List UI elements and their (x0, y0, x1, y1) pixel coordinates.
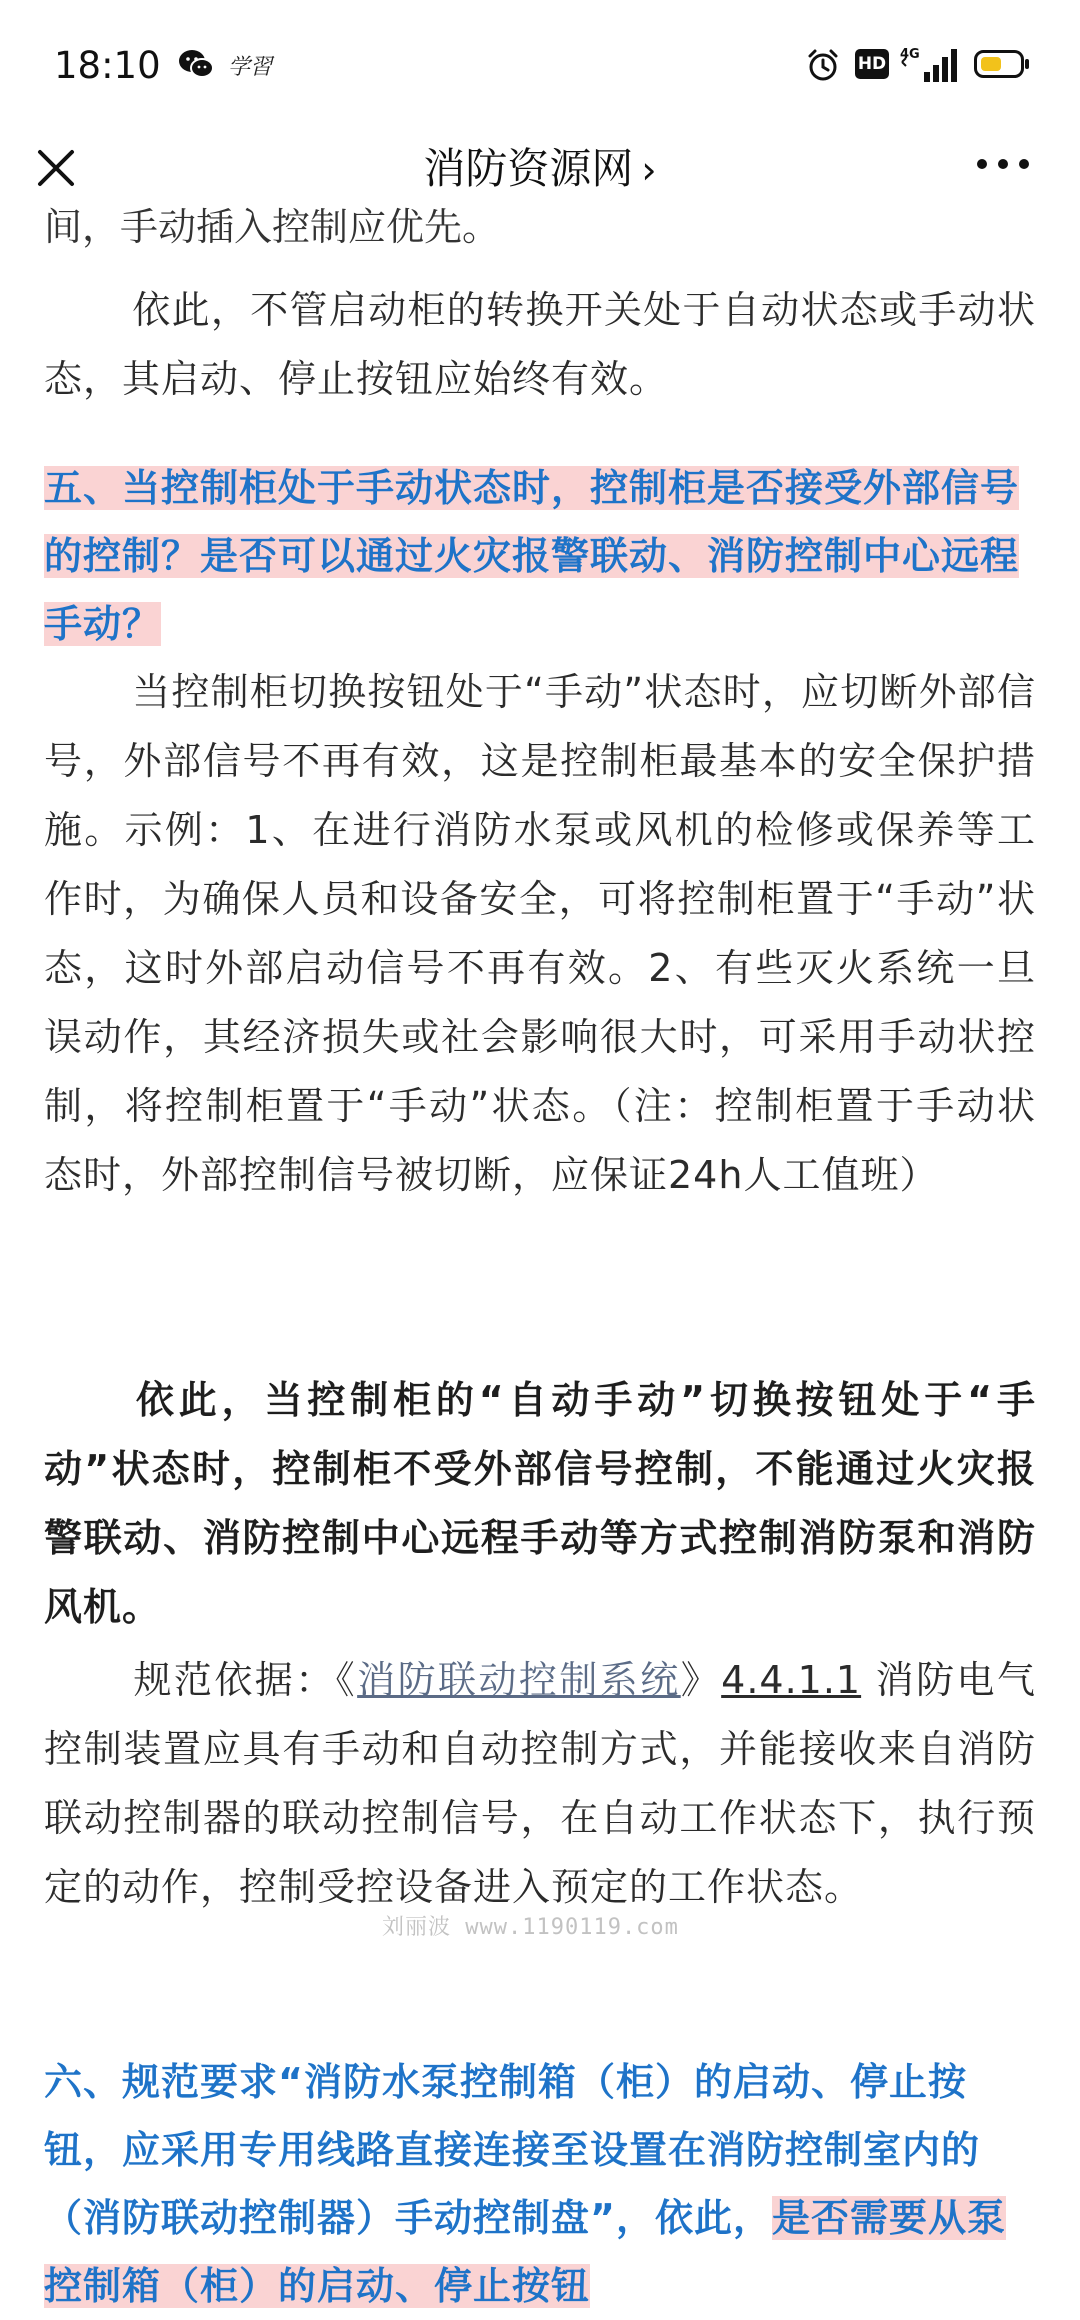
nav-title-area[interactable] (0, 136, 1080, 196)
watermark: 刘丽波 www.1190119.com (382, 1915, 679, 1940)
p4-prefix: 规范依据：《 (132, 1658, 358, 1702)
p4-mid: 》 (680, 1658, 722, 1702)
standard-link[interactable]: 消防联动控制系统 (357, 1658, 681, 1702)
p4-rest: 消防电气控制装置应具有手动和自动控制方式，并能接收来自消防联动控制器的联动控制信号，在自动工作状态下，执行预定的动作，控制受控设备进入预定的工作状态。 (44, 1658, 1036, 1909)
paragraph-1-text: 依此，不管启动柜的转换开关处于自动状态或手动状态，其启动、停止按钮应始终有效。 (44, 288, 1036, 401)
paragraph-2 (44, 658, 1036, 1210)
wechat-icon (178, 48, 214, 80)
signal-icon (900, 44, 960, 84)
alarm-icon (806, 48, 840, 82)
paragraph-1 (44, 276, 1036, 414)
chevron-right-icon[interactable]: › (641, 148, 657, 192)
study-app-icon: 学習 (228, 55, 273, 80)
paragraph-4 (44, 1646, 1036, 1922)
clause-ref: 4.4.1.1 (721, 1658, 862, 1702)
clipped-paragraph-line: 间，手动插入控制应优先。 (44, 205, 501, 249)
paragraph-2-text: 当控制柜切换按钮处于“手动”状态时，应切断外部信号，外部信号不再有效，这是控制柜最基本的安全保护措施。示例：1、在进行消防水泵或风机的检修或保养等工作时，为确保人员和设备安全，可将控制柜置于“手动”状态，这时外部启动信号不再有效。2、有些灭火系统一旦误动作，其经济损失或社会影响很大时，可采用手动状控制，将控制柜置于“手动”状态。（注：控制柜置于手动状态时，外部控制信号被切断，应保证24h人工值班） (44, 670, 1036, 1197)
heading-6-text: 六、规范要求“消防水泵控制箱（柜）的启动、停止按钮，应采用专用线路直接连接至设置在消防控制室内的（消防联动控制器）手动控制盘”，依此， (44, 2060, 981, 2240)
svg-text:4G: 4G (900, 47, 920, 62)
more-icon[interactable] (976, 158, 1030, 170)
hd-icon: HD (855, 49, 889, 79)
paragraph-3 (44, 1366, 1036, 1642)
paragraph-3-text: 依此，当控制柜的“自动手动”切换按钮处于“手动”状态时，控制柜不受外部信号控制，不能通过火灾报警联动、消防控制中心远程手动等方式控制消防泵和消防风机。 (44, 1378, 1036, 1629)
status-bar (0, 0, 1080, 134)
heading-6 (44, 2048, 1036, 2320)
battery-icon (974, 50, 1030, 78)
article-body (44, 205, 1036, 2308)
heading-6-highlight: 是否需要从泵控制箱（柜）的启动、停止按钮 (44, 2196, 1006, 2308)
status-time: 18:10 (54, 44, 161, 87)
page-title[interactable]: 消防资源网 (423, 144, 634, 193)
heading-5 (44, 454, 1036, 658)
heading-5-text: 五、当控制柜处于手动状态时，控制柜是否接受外部信号的控制？是否可以通过火灾报警联动、消防控制中心远程手动？ (44, 466, 1020, 646)
